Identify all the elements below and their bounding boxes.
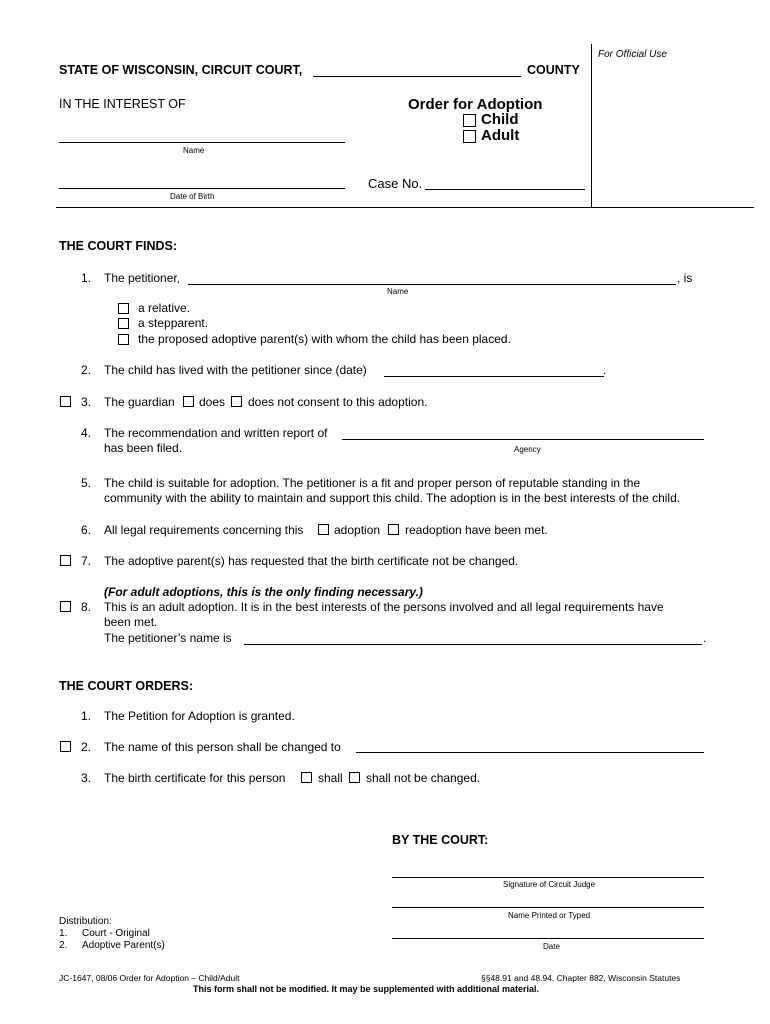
- finding-8-line3: The petitioner’s name is: [104, 631, 232, 645]
- name-label: Name: [183, 146, 205, 155]
- modification-notice: This form shall not be modified. It may be supplemented with additional material.: [193, 984, 540, 994]
- petitioner-name-field[interactable]: [188, 284, 676, 285]
- finding-4-line1: The recommendation and written report of: [104, 426, 328, 440]
- official-use-label: For Official Use: [598, 49, 667, 60]
- guardian-does-checkbox[interactable]: [183, 396, 194, 407]
- order-2-checkbox[interactable]: [60, 741, 71, 752]
- county-field[interactable]: [313, 76, 521, 77]
- by-the-court-label: BY THE COURT:: [392, 833, 489, 847]
- case-no-label: Case No.: [368, 176, 423, 191]
- distribution-item-1-number: 1.: [59, 928, 68, 939]
- finding-4-line2: has been filed.: [104, 441, 183, 455]
- adoption-label: adoption: [334, 523, 381, 537]
- finding-4-number: 4.: [81, 426, 92, 440]
- header-divider: [56, 207, 591, 208]
- order-3-text-a: The birth certificate for this person: [104, 771, 286, 785]
- judge-signature-field[interactable]: [392, 877, 704, 878]
- shall-label: shall: [318, 771, 343, 785]
- distribution-item-2: Adoptive Parent(s): [82, 940, 165, 951]
- finding-8-period: .: [703, 631, 707, 645]
- distribution-item-2-number: 2.: [59, 940, 68, 951]
- finding-8-line1: This is an adult adoption. It is in the best interests of the persons involved and all legal requirements have: [104, 600, 664, 614]
- finding-7-checkbox[interactable]: [60, 555, 71, 566]
- form-id: JC-1647, 08/06 Order for Adoption – Child/Adult: [59, 973, 240, 983]
- in-interest-label: IN THE INTEREST OF: [59, 97, 186, 111]
- finding-1-text: The petitioner,: [104, 271, 181, 285]
- guardian-does-not-checkbox[interactable]: [231, 396, 242, 407]
- judge-signature-label: Signature of Circuit Judge: [503, 880, 596, 889]
- stepparent-checkbox[interactable]: [118, 318, 129, 329]
- distribution-item-1: Court - Original: [82, 928, 150, 939]
- finding-8-line2: been met.: [104, 615, 158, 629]
- distribution-title: Distribution:: [59, 916, 112, 927]
- proposed-parent-label: the proposed adoptive parent(s) with whom the child has been placed.: [138, 332, 511, 346]
- finding-8-checkbox[interactable]: [60, 601, 71, 612]
- finding-3-checkbox[interactable]: [60, 396, 71, 407]
- readoption-checkbox[interactable]: [388, 524, 399, 535]
- form-title: Order for Adoption: [408, 96, 543, 113]
- finding-5-line1: The child is suitable for adoption. The petitioner is a fit and proper person of reputable standing in the: [104, 476, 641, 490]
- relative-label: a relative.: [138, 301, 191, 315]
- finding-3-text-a: The guardian: [104, 395, 175, 409]
- court-orders-heading: THE COURT ORDERS:: [59, 679, 194, 693]
- case-no-field[interactable]: [425, 189, 585, 190]
- finding-8-number: 8.: [81, 600, 92, 614]
- name-printed-label: Name Printed or Typed: [508, 911, 591, 920]
- since-date-field[interactable]: [384, 376, 604, 377]
- court-finds-heading: THE COURT FINDS:: [59, 239, 178, 253]
- finding-2-period: .: [603, 363, 607, 377]
- agency-field[interactable]: [342, 439, 704, 440]
- relative-checkbox[interactable]: [118, 303, 129, 314]
- readoption-label: readoption have been met.: [405, 523, 548, 537]
- order-2-number: 2.: [81, 740, 92, 754]
- name-field[interactable]: [59, 142, 345, 143]
- order-3-number: 3.: [81, 771, 92, 785]
- order-1-number: 1.: [81, 709, 92, 723]
- order-2-text: The name of this person shall be changed to: [104, 740, 341, 754]
- stepparent-label: a stepparent.: [138, 316, 209, 330]
- finding-7-text: The adoptive parent(s) has requested that the birth certificate not be changed.: [104, 554, 519, 568]
- order-1-text: The Petition for Adoption is granted.: [104, 709, 295, 723]
- finding-2-text: The child has lived with the petitioner since (date): [104, 363, 367, 377]
- finding-1-number: 1.: [81, 271, 92, 285]
- petitioner-new-name-field[interactable]: [244, 644, 702, 645]
- name-printed-field[interactable]: [392, 907, 704, 908]
- header-bottom-rule: [591, 207, 754, 208]
- signature-date-field[interactable]: [392, 938, 704, 939]
- adult-option-label: Adult: [481, 127, 520, 144]
- new-name-field[interactable]: [356, 752, 704, 753]
- dob-label: Date of Birth: [170, 192, 215, 201]
- shall-checkbox[interactable]: [301, 772, 312, 783]
- adult-adoption-note: (For adult adoptions, this is the only finding necessary.): [104, 585, 423, 599]
- finding-2-number: 2.: [81, 363, 92, 377]
- official-use-border: [591, 44, 592, 208]
- finding-6-number: 6.: [81, 523, 92, 537]
- shall-not-label: shall not be changed.: [366, 771, 481, 785]
- child-option-label: Child: [481, 111, 519, 128]
- proposed-parent-checkbox[interactable]: [118, 334, 129, 345]
- finding-5-line2: community with the ability to maintain and support this child. The adoption is in the best interests of the child.: [104, 491, 681, 505]
- finding-3-number: 3.: [81, 395, 92, 409]
- petitioner-name-label: Name: [387, 287, 409, 296]
- finding-1-is: , is: [677, 271, 693, 285]
- guardian-does-label: does: [199, 395, 226, 409]
- finding-6-text-a: All legal requirements concerning this: [104, 523, 304, 537]
- adult-checkbox[interactable]: [463, 130, 476, 143]
- county-label: COUNTY: [527, 63, 580, 77]
- shall-not-checkbox[interactable]: [349, 772, 360, 783]
- state-court-label: STATE OF WISCONSIN, CIRCUIT COURT,: [59, 63, 303, 77]
- finding-7-number: 7.: [81, 554, 92, 568]
- agency-label: Agency: [514, 445, 541, 454]
- dob-field[interactable]: [59, 188, 345, 189]
- statutes-reference: §§48.91 and 48.94, Chapter 882, Wisconsin Statutes: [481, 973, 681, 983]
- finding-5-number: 5.: [81, 476, 92, 490]
- guardian-does-not-label: does not consent to this adoption.: [248, 395, 428, 409]
- child-checkbox[interactable]: [463, 114, 476, 127]
- adoption-checkbox[interactable]: [318, 524, 329, 535]
- signature-date-label: Date: [543, 942, 560, 951]
